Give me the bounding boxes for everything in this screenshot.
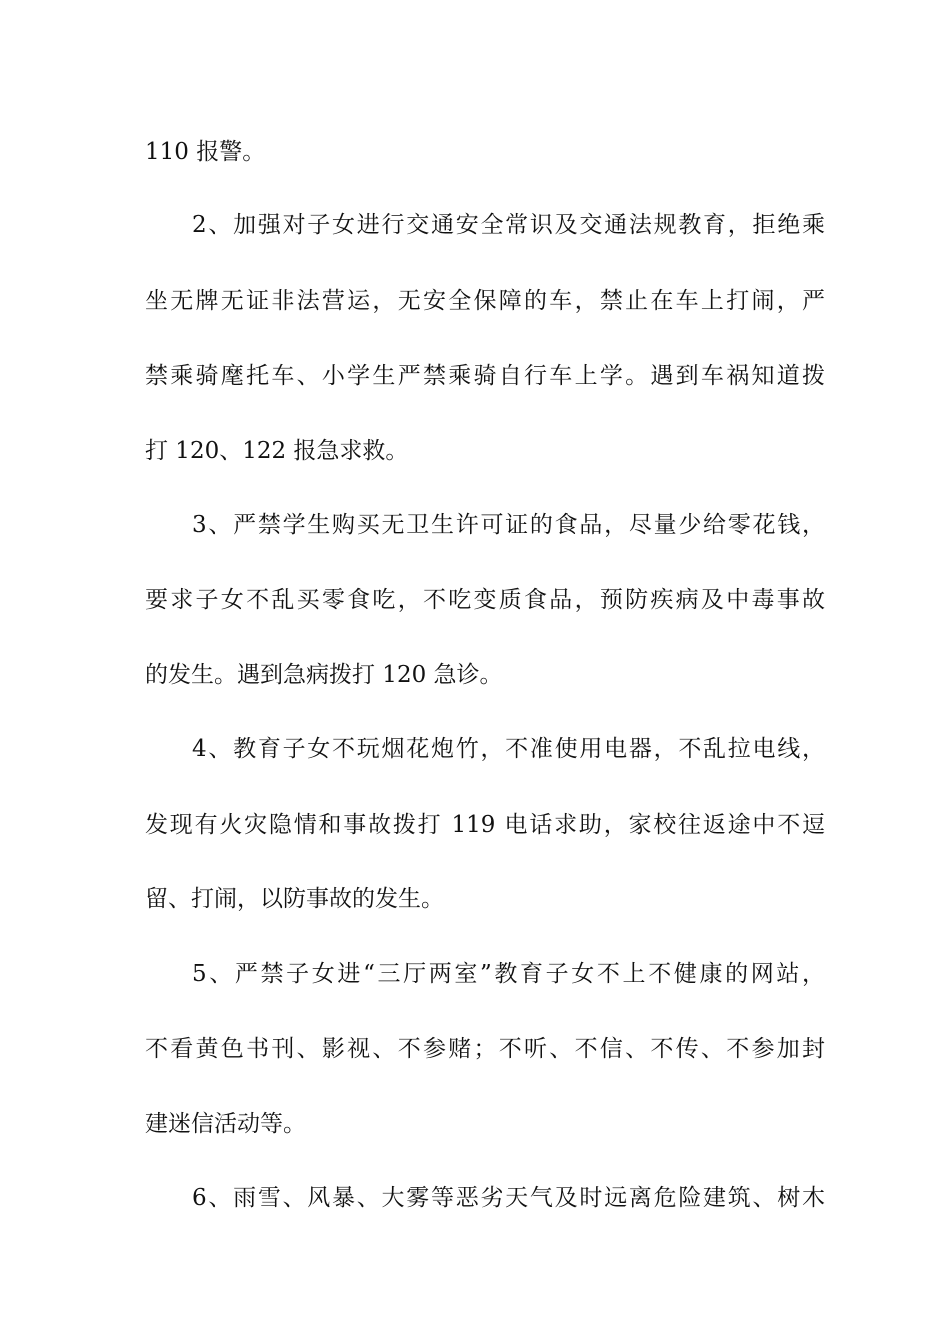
text-line: 坐无牌无证非法营运，无安全保障的车，禁止在车上打闹，严 [145,288,825,314]
paragraph-4-start: 4、教育子女不玩烟花炮竹，不准使用电器，不乱拉电线， [192,736,825,762]
text-line: 110 报警。 [145,139,266,165]
text-line: 建迷信活动等。 [145,1111,306,1137]
paragraph-5-start: 5、严禁子女进“三厅两室”教育子女不上不健康的网站， [192,961,825,987]
text-line: 不看黄色书刊、影视、不参赌；不听、不信、不传、不参加封 [145,1036,825,1062]
paragraph-6-start: 6、雨雪、风暴、大雾等恶劣天气及时远离危险建筑、树木 [192,1185,825,1211]
text-line: 发现有火灾隐情和事故拨打 119 电话求助，家校往返途中不逗 [145,812,825,838]
text-line: 的发生。遇到急病拨打 120 急诊。 [145,662,503,688]
text-line: 留、打闹，以防事故的发生。 [145,886,444,912]
text-line: 要求子女不乱买零食吃，不吃变质食品，预防疾病及中毒事故 [145,587,825,613]
paragraph-3-start: 3、严禁学生购买无卫生许可证的食品，尽量少给零花钱， [192,512,825,538]
text-line: 打 120、122 报急求救。 [145,438,409,464]
text-line: 禁乘骑麾托车、小学生严禁乘骑自行车上学。遇到车祸知道拨 [145,363,825,389]
paragraph-2-start: 2、加强对子女进行交通安全常识及交通法规教育，拒绝乘 [192,212,825,238]
